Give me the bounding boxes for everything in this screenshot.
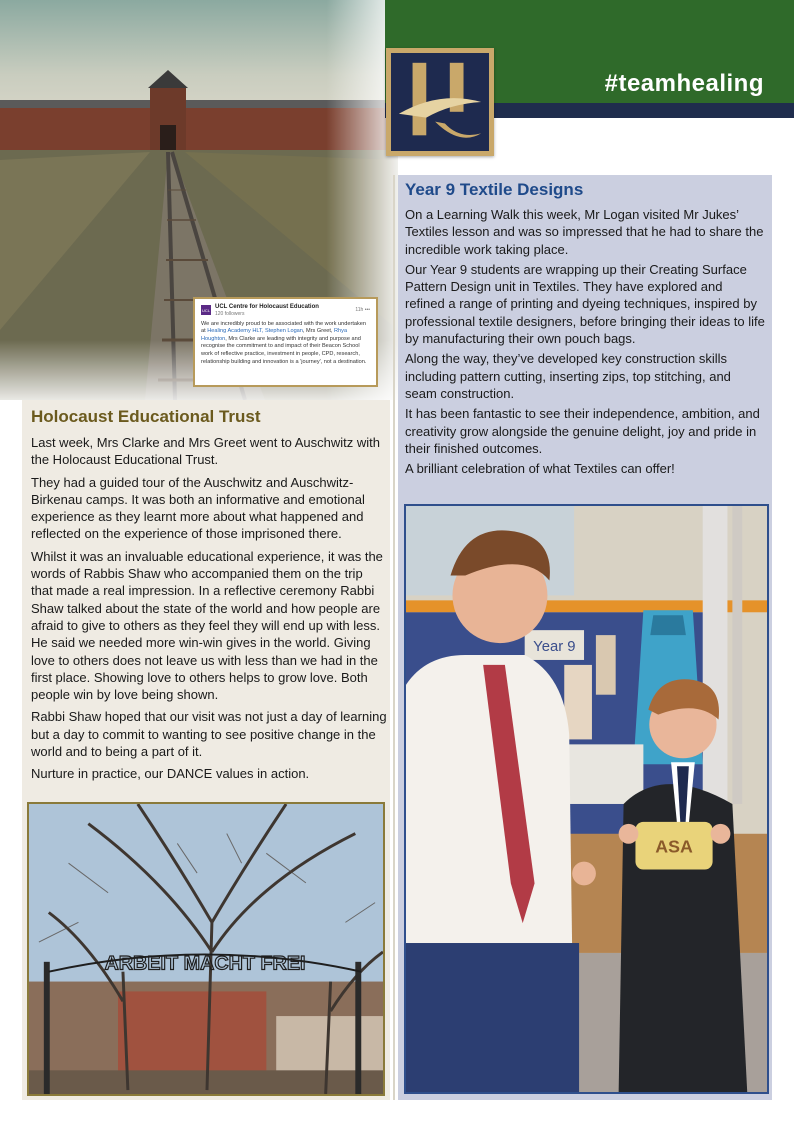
post-link-2[interactable]: Rhya Houghton — [201, 328, 348, 342]
more-dots-icon: ••• — [364, 307, 370, 314]
auschwitz-gate-photo — [27, 802, 385, 1096]
paragraph: Rabbi Shaw hoped that our visit was not just a day of learning but a day to commit to wanting to see positive change in the world and to being a part of it. — [31, 709, 387, 760]
org-logo-icon: UCL — [201, 305, 211, 315]
textiles-classroom-photo — [404, 504, 769, 1094]
left-article-title: Holocaust Educational Trust — [31, 407, 261, 426]
paragraph: Nurture in practice, our DANCE values in action. — [31, 766, 310, 782]
paragraph: A brilliant celebration of what Textiles can offer! — [405, 461, 675, 477]
right-article-title: Year 9 Textile Designs — [405, 180, 584, 199]
paragraph: It has been fantastic to see their independence, ambition, and creativity grow alongside the genuine delight, joy and pride in their finished outcomes. — [405, 406, 760, 456]
post-body: We are incredibly proud to be associated with the work undertaken at Healing Academy HLT, Stephen Logan, Mrs Greet, Rhya Houghton, Mrs Clarke are leading with integrity and purpose and recognise the commitment to and impact of their Beacon School work of reflective practice, investment in people, CPD, research, relationship building and innovation is a 'journey', not a destination. — [201, 320, 367, 365]
right-article-body — [405, 206, 765, 480]
post-followers: 120 followers — [215, 311, 245, 318]
gate-sign-text: ARBEIT MACHT FREI — [104, 952, 306, 975]
left-article-body — [31, 434, 387, 788]
paragraph: Along the way, they’ve developed key construction skills including pattern cutting, inserting zips, top stitching, and seam construction. — [405, 351, 731, 401]
school-crest-icon — [386, 48, 494, 156]
post-link[interactable]: Healing Academy HLT, Stephen Logan — [207, 328, 303, 335]
column-divider — [393, 175, 395, 1100]
board-label: Year 9 — [533, 638, 576, 656]
post-org-name: UCL Centre for Holocaust Education — [215, 304, 319, 310]
post-time: 11h ••• — [355, 307, 370, 314]
hashtag: #teamhealing — [604, 70, 764, 97]
paragraph: On a Learning Walk this week, Mr Logan visited Mr Jukes’ Textiles lesson and was so impressed that he had to share the incredible work taking place. — [405, 207, 764, 257]
bag-letters: ASA — [655, 836, 693, 857]
paragraph: Last week, Mrs Clarke and Mrs Greet went to Auschwitz with the Holocaust Educational Trust. — [31, 435, 380, 468]
paragraph: Whilst it was an invaluable educational experience, it was the words of Rabbis Shaw who accompanied them on the trip that made a real impression. In a reflective ceremony Rabbi Shaw talked about the state of the world and how people are afraid to give to others as they feel they will end up with less. He said we needed more win-win gives in the world. Giving love to others does not leave us with less than we had in the first place. Showing love to others helps to grow love. Both people win by love being shown. — [31, 548, 383, 703]
social-post-card — [193, 297, 378, 387]
paragraph: They had a guided tour of the Auschwitz and Auschwitz-Birkenau camps. It was both an informative and emotional experience as they learnt more about what happened and reflected on the experience of those imprisoned there. — [31, 474, 365, 542]
paragraph: Our Year 9 students are wrapping up their Creating Surface Pattern Design unit in Textiles. They have explored and refined a range of printing and dyeing techniques, inspired by professional textile designers, before bringing their ideas to life by manufacturing their own pouch bags. — [405, 261, 765, 347]
